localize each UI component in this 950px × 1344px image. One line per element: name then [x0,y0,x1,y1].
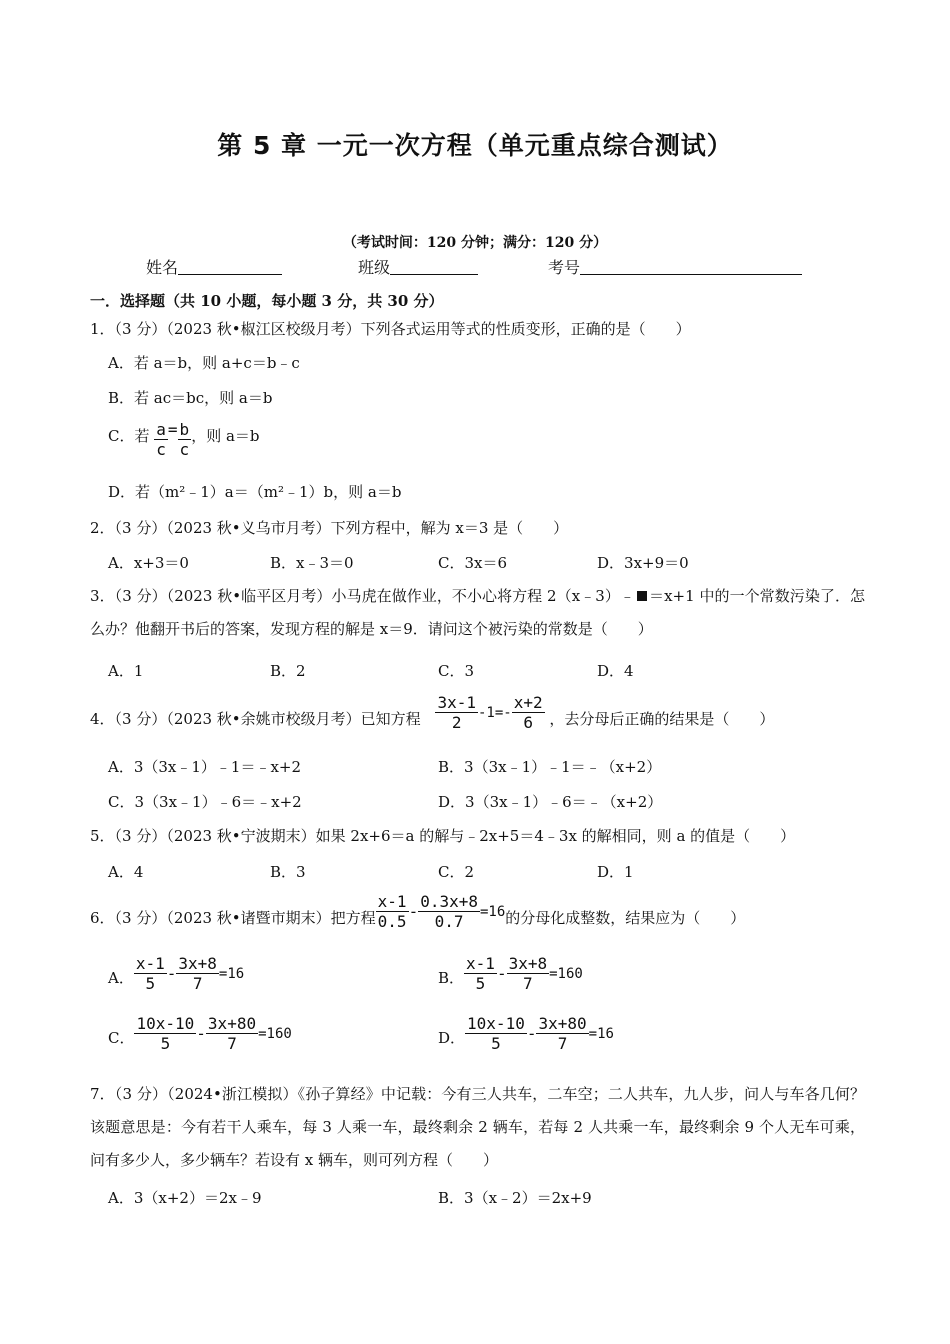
fraction-numerator: 3x+8 [178,954,217,973]
question-2-stem: 2．（3 分）（2023 秋•义乌市月考）下列方程中，解为 x＝3 是（ ） [90,519,569,537]
question-6-option-d [438,1014,614,1053]
option-label: B． [438,969,465,987]
question-6-option-b [438,954,583,993]
fraction-denominator: 6 [523,713,533,732]
fraction-denominator: c [179,440,190,459]
question-1-option-a: A．若 a＝b，则 a+c＝b﹣c [108,354,300,372]
question-2-option-c: C．3x＝6 [438,554,508,572]
fraction-denominator: 7 [523,974,533,993]
question-6-option-a [108,954,244,993]
fraction-numerator: 3x+8 [508,954,548,973]
fraction-x-plus-2-over-6 [512,693,545,732]
document-title: 第 5 章 一元一次方程（单元重点综合测试） [217,131,733,160]
question-3-option-c: C．3 [438,662,475,680]
question-4-equation [435,693,544,732]
fraction-numerator: 3x+80 [207,1014,257,1033]
question-4-option-c: C．3（3x﹣1）﹣6＝﹣x+2 [108,793,302,811]
fraction-b-over-c [178,420,192,459]
fraction [465,1014,527,1053]
minus-sign: - [196,1024,206,1043]
fraction-numerator: a [156,420,166,439]
class-label: 班级 [358,258,391,277]
question-6-text-prefix: 6．（3 分）（2023 秋•诸暨市期末）把方程 [90,909,376,927]
option-c-suffix: ，则 a＝b [191,427,260,445]
equation-middle: -1=- [477,704,512,721]
question-4-option-a: A．3（3x﹣1）﹣1＝﹣x+2 [108,758,302,776]
question-3-option-a: A．1 [108,662,144,680]
minus-sign: - [166,964,177,983]
question-1-option-b: B．若 ac＝bc，则 a＝b [108,389,273,407]
question-3-stem [90,580,865,646]
question-4-option-b: B．3（3x﹣1）﹣1＝﹣（x+2） [438,758,662,776]
fraction-denominator: 5 [145,974,156,993]
question-7-option-b: B．3（x﹣2）＝2x+9 [438,1189,592,1207]
equation-rhs: =16 [218,965,245,982]
fraction-numerator: b [179,420,190,439]
fraction-denominator: 7 [227,1034,237,1053]
equation-rhs: =16 [480,903,506,920]
ink-blot-square [637,591,647,601]
fraction [464,954,497,993]
question-6-text-suffix: 的分母化成整数，结果应为（ ） [505,909,746,927]
fraction [134,1014,196,1053]
name-field [146,255,282,278]
fraction-numerator: 0.3x+8 [420,892,478,911]
class-field [358,255,478,278]
question-6-stem [90,892,745,931]
question-5-option-a: A．4 [108,863,144,881]
question-7-stem: 7．（3 分）（2024•浙江模拟）《孙子算经》中记载：今有三人共车，二车空；二人共车，九人步，问人与车各几何？该题意思是：今有若干人乘车，每 3 人乘一车，最终剩余 2 辆车，若每 2 人共乘一车，最终剩余 9 个人无车可乘，问有多少人，多少辆车？若设有 x 辆车，则可列方程（ ） [90,1085,865,1169]
fraction-denominator: 2 [451,713,462,732]
question-5-stem: 5．（3 分）（2023 秋•宁波期末）如果 2x+6＝a 的解与﹣2x+5＝4﹣3x 的解相同，则 a 的值是（ ） [90,827,796,845]
question-2-option-b: B．x﹣3＝0 [270,554,354,572]
fraction-denominator: 5 [160,1034,171,1053]
fraction-0-3x-8-over-0-7 [418,892,480,931]
question-5-option-b: B．3 [270,863,306,881]
equals-sign: = [167,420,178,439]
question-3-option-b: B．2 [270,662,306,680]
equation-rhs: =160 [258,1025,292,1042]
option-label: A． [108,969,134,987]
fraction-numerator: 3x-1 [437,693,476,712]
fraction-denominator: 5 [475,974,486,993]
minus-sign: - [496,964,507,983]
exam-info: （考试时间：120 分钟；满分：120 分） [342,235,608,251]
exam-number-label: 考号 [548,258,581,277]
equation-rhs: =160 [549,965,583,982]
fraction-numerator: 10x-10 [467,1014,525,1033]
fraction-denominator: 7 [192,974,203,993]
section-heading: 一．选择题（共 10 小题，每小题 3 分，共 30 分） [90,292,444,310]
class-blank[interactable] [390,258,478,275]
question-3-option-d: D．4 [597,662,634,680]
question-6-option-c [108,1014,292,1053]
fraction-x-1-over-0-5 [376,892,409,931]
fraction-a-over-c [154,420,168,459]
minus-sign: - [526,1024,537,1043]
fraction-numerator: x+2 [513,693,543,712]
name-blank[interactable] [178,258,282,275]
question-2-option-d: D．3x+9＝0 [597,554,689,572]
exam-number-blank[interactable] [580,258,802,275]
question-1-option-c [108,420,260,459]
minus-sign: - [408,902,419,921]
exam-number-field [548,255,802,278]
question-6-equation [376,892,506,931]
fraction [134,954,167,993]
fraction [176,954,219,993]
option-c-equation [134,1014,291,1053]
question-4-text-suffix: ，去分母后正确的结果是（ ） [549,710,775,728]
fraction [507,954,550,993]
fraction-3x-1-over-2 [435,693,478,732]
fraction-denominator: 0.7 [434,912,464,931]
option-d-equation [465,1014,614,1053]
question-4-option-d: D．3（3x﹣1）﹣6＝﹣（x+2） [438,793,663,811]
option-a-equation [134,954,244,993]
option-b-equation [464,954,583,993]
fraction-numerator: x-1 [377,892,407,911]
question-1-option-d: D．若（m²﹣1）a＝（m²﹣1）b，则 a＝b [108,483,402,501]
name-label: 姓名 [146,258,179,277]
fraction-numerator: 10x-10 [136,1014,195,1033]
fraction-denominator: 7 [557,1034,568,1053]
option-label: C． [108,1029,135,1047]
fraction-denominator: c [156,440,166,459]
fraction-numerator: x-1 [135,954,165,973]
option-c-prefix: C．若 [108,427,150,445]
question-7-option-a: A．3（x+2）＝2x﹣9 [108,1189,262,1207]
option-label: D． [438,1029,466,1047]
fraction [536,1014,588,1053]
fraction-denominator: 0.5 [377,912,407,931]
question-5-option-d: D．1 [597,863,634,881]
question-3-text-part2: ＝x+1 中的一个常数污染了．怎么办？他翻开书后的答案，发现方程的解是 x＝9．请问这个被污染的常数是（ ） [90,587,865,638]
question-2-option-a: A．x+3＝0 [108,554,189,572]
fraction-numerator: x-1 [466,954,495,973]
question-5-option-c: C．2 [438,863,475,881]
question-1-stem: 1．（3 分）（2023 秋•椒江区校级月考）下列各式运用等式的性质变形，正确的是（ ） [90,320,691,338]
question-4-text-prefix: 4．（3 分）（2023 秋•余姚市校级月考）已知方程 [90,710,421,728]
fraction-denominator: 5 [491,1034,501,1053]
question-4-stem [90,693,774,732]
fraction-numerator: 3x+80 [538,1014,587,1033]
question-3-text-part1: 3．（3 分）（2023 秋•临平区月考）小马虎在做作业，不小心将方程 2（x﹣3）﹣ [90,587,635,605]
equation-rhs: =16 [588,1025,614,1042]
fraction [206,1014,258,1053]
